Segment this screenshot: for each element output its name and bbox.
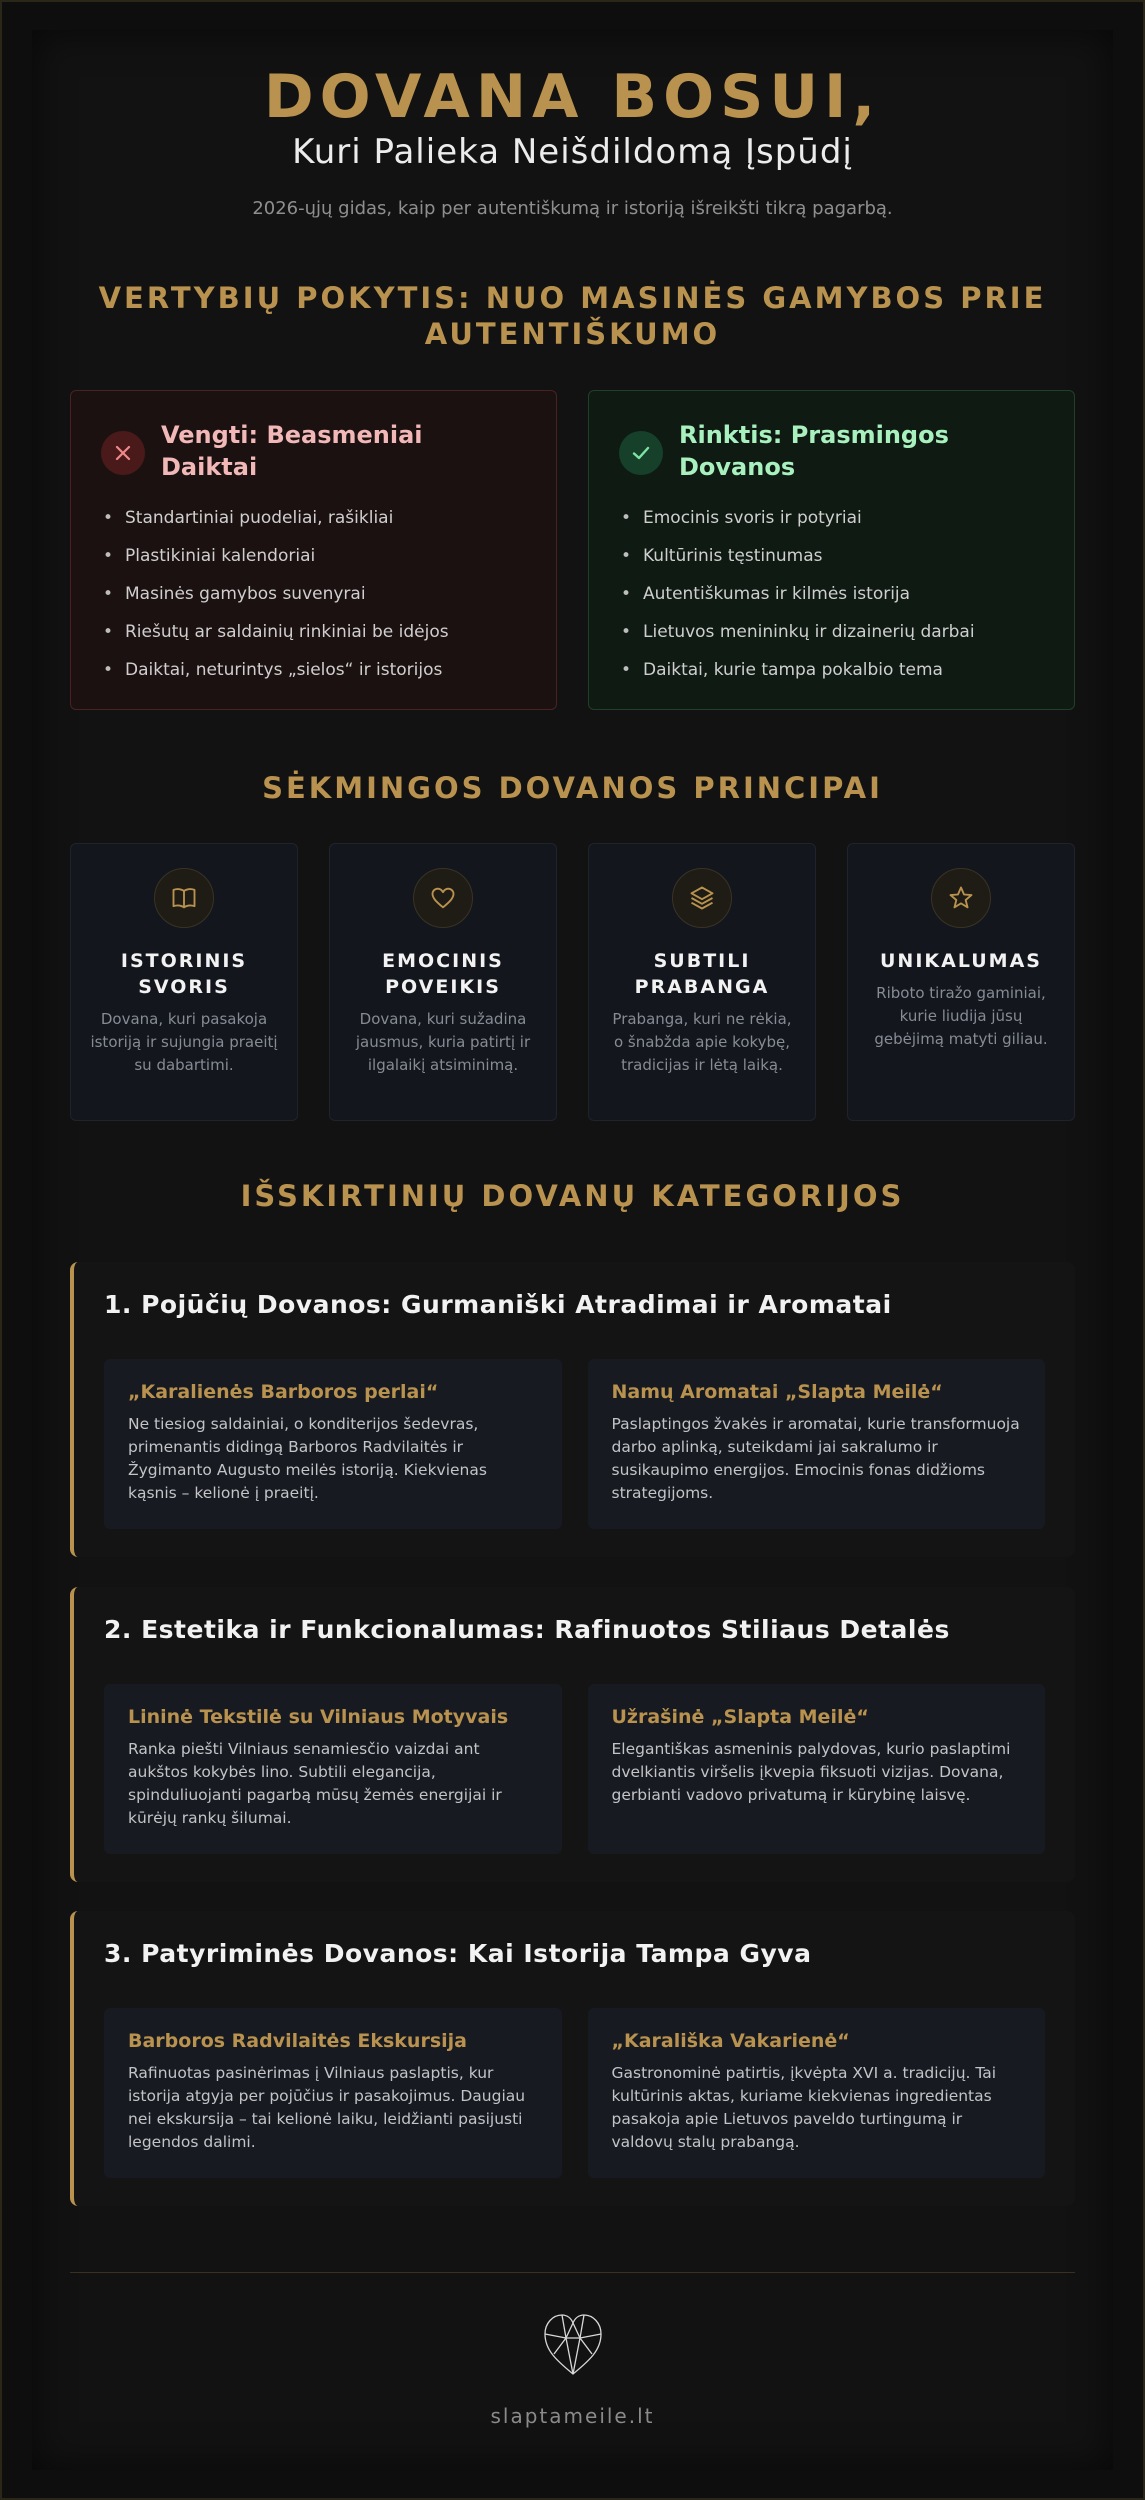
avoid-card (70, 390, 557, 710)
principle-title: UNIKALUMAS (880, 950, 1042, 972)
category-card-title: „Karalienės Barboros perlai“ (128, 1381, 439, 1403)
principle-card (329, 843, 557, 1121)
category-card-title: Barboros Radvilaitės Ekskursija (128, 2030, 467, 2052)
page-description: 2026-ųjų gidas, kaip per autentiškumą ir istoriją išreikšti tikrą pagarbą. (252, 198, 893, 219)
list-item: • Riešutų ar saldainių rinkiniai be idėjos (101, 613, 526, 651)
list-item: • Emocinis svoris ir potyriai (619, 499, 1044, 537)
category-section (70, 1587, 1075, 1882)
x-icon (101, 431, 145, 475)
star-icon (931, 868, 991, 928)
category-card-desc: Rafinuotas pasinėrimas į Vilniaus paslaptis, kur istorija atgyja per pojūčius ir pasakojimus. Daugiau nei ekskursija – tai kelionė laiku, leidžianti pasijusti legendos dalimi. (128, 2064, 526, 2151)
principle-desc: Dovana, kuri sužadina jausmus, kuria patirtį ir ilgalaikį atsiminimą. (355, 1010, 531, 1074)
category-card-title: Užrašinė „Slapta Meilė“ (611, 1706, 869, 1728)
book-icon (154, 868, 214, 928)
avoid-title: Vengti: Beasmeniai Daiktai (161, 421, 423, 481)
heart-logo-icon (542, 2310, 604, 2378)
list-item: • Lietuvos menininkų ir dizainerių darbai (619, 613, 1044, 651)
page-title: DOVANA BOSUI, (263, 62, 882, 132)
category-card-desc: Ranka piešti Vilniaus senamiesčio vaizdai ant aukštos kokybės lino. Subtili elegancija, spinduliuojanti pagarbą mūsų žemės energijai ir kūrėjų rankų šilumai. (128, 1740, 502, 1827)
list-item: • Autentiškumas ir kilmės istorija (619, 575, 1044, 613)
choose-card (588, 390, 1075, 710)
principle-card (847, 843, 1075, 1121)
category-section (70, 1262, 1075, 1557)
layers-icon (672, 868, 732, 928)
category-card-title: „Karališka Vakarienė“ (611, 2030, 850, 2052)
category-card (104, 2008, 562, 2178)
category-card-desc: Ne tiesiog saldainiai, o konditerijos šedevras, primenantis didingą Barboros Radvilaitės ir Žygimanto Augusto meilės istoriją. Kiekvienas kąsnis – kelionė į praeitį. (128, 1415, 487, 1502)
list-item: • Plastikiniai kalendoriai (101, 537, 526, 575)
category-card-desc: Elegantiškas asmeninis palydovas, kurio paslaptimi dvelkiantis viršelis įkvepia fiksuoti vizijas. Dovana, gerbianti vadovo privatumą ir kūrybinę laisvę. (611, 1740, 1011, 1804)
category-title: 1. Pojūčių Dovanos: Gurmaniški Atradimai ir Aromatai (104, 1290, 892, 1319)
principle-title: ISTORINIS SVORIS (120, 950, 248, 998)
principle-card (70, 843, 298, 1121)
principle-desc: Prabanga, kuri ne rėkia, o šnabžda apie kokybę, tradicijas ir lėtą laiką. (612, 1010, 792, 1074)
values-shift-title: VERTYBIŲ POKYTIS: NUO MASINĖS GAMYBOS PRIE AUTENTIŠKUMO (98, 281, 1047, 351)
category-card-title: Namų Aromatai „Slapta Meilė“ (611, 1381, 943, 1403)
category-card (104, 1684, 562, 1854)
principles-title: SĖKMINGOS DOVANOS PRINCIPAI (262, 771, 883, 805)
list-item: • Kultūrinis tęstinumas (619, 537, 1044, 575)
principle-card (588, 843, 816, 1121)
principle-desc: Dovana, kuri pasakoja istoriją ir sujungia praeitį su dabartimi. (90, 1010, 278, 1074)
list-item: • Masinės gamybos suvenyrai (101, 575, 526, 613)
category-card (104, 1359, 562, 1529)
category-card (588, 2008, 1046, 2178)
list-item: • Standartiniai puodeliai, rašikliai (101, 499, 526, 537)
check-icon (619, 431, 663, 475)
principle-title: SUBTILI PRABANGA (634, 950, 770, 998)
category-card (588, 1359, 1046, 1529)
page-subtitle: Kuri Palieka Neišdildomą Įspūdį (292, 132, 853, 172)
category-card-desc: Paslaptingos žvakės ir aromatai, kurie transformuoja darbo aplinką, suteikdami jai sakralumo ir susikaupimo energijos. Emocinis fonas didžioms strategijoms. (611, 1415, 1020, 1502)
category-card (588, 1684, 1046, 1854)
category-title: 2. Estetika ir Funkcionalumas: Rafinuotos Stiliaus Detalės (104, 1615, 950, 1644)
list-item: • Daiktai, neturintys „sielos“ ir istorijos (101, 651, 526, 689)
category-title: 3. Patyriminės Dovanos: Kai Istorija Tampa Gyva (104, 1939, 812, 1968)
principle-title: EMOCINIS POVEIKIS (382, 950, 504, 998)
heart-icon (413, 868, 473, 928)
footer-site-link[interactable]: slaptameile.lt (490, 2404, 655, 2428)
footer-divider (70, 2272, 1075, 2273)
category-card-title: Lininė Tekstilė su Vilniaus Motyvais (128, 1706, 509, 1728)
list-item: • Daiktai, kurie tampa pokalbio tema (619, 651, 1044, 689)
category-section (70, 1911, 1075, 2206)
choose-title: Rinktis: Prasmingos Dovanos (679, 421, 949, 481)
category-card-desc: Gastronominė patirtis, įkvėpta XVI a. tradicijų. Tai kultūrinis aktas, kuriame kiekvienas ingredientas pasakoja apie Lietuvos paveldo turtingumą ir valdovų stalų prabangą. (611, 2064, 997, 2151)
categories-title: IŠSKIRTINIŲ DOVANŲ KATEGORIJOS (240, 1179, 905, 1213)
principle-desc: Riboto tiražo gaminiai, kurie liudija jūsų gebėjimą matyti giliau. (874, 984, 1048, 1048)
